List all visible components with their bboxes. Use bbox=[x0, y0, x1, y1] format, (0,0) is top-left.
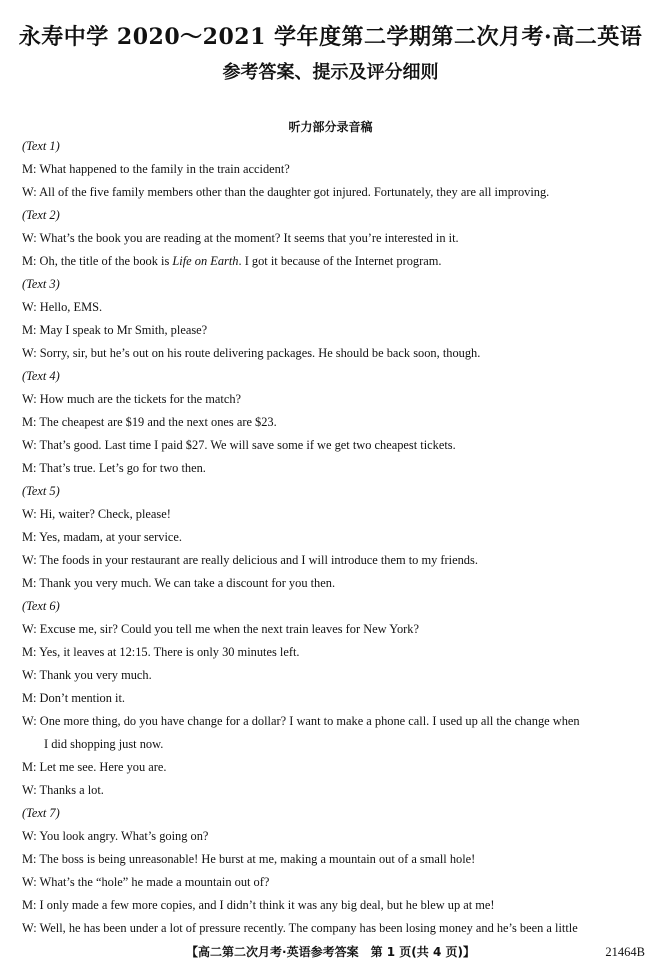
dialogue-line: W: Thanks a lot. bbox=[22, 783, 104, 797]
dialogue-line bbox=[22, 250, 647, 273]
dialogue-line: M: That’s true. Let’s go for two then. bbox=[22, 461, 206, 475]
dialogue-line-continuation: I did shopping just now. bbox=[44, 737, 164, 751]
book-title: Life on Earth bbox=[172, 254, 239, 268]
dialogue-line: W: One more thing, do you have change for a dollar? I want to make a phone call. I used up all the change when bbox=[22, 714, 580, 728]
dialogue-line: M: Let me see. Here you are. bbox=[22, 760, 167, 774]
dialogue-line: M: I only made a few more copies, and I didn’t think it was any big deal, but he blew up at me! bbox=[22, 898, 495, 912]
dialogue-line: M: Yes, it leaves at 12:15. There is only 30 minutes left. bbox=[22, 645, 300, 659]
dialogue-line: W: Well, he has been under a lot of pressure recently. The company has been losing money and he’s been a little bbox=[22, 921, 578, 935]
section-heading: 听力部分录音稿 bbox=[288, 120, 373, 134]
footer-exam-code: 21464B bbox=[605, 945, 645, 959]
dialogue-line: W: The foods in your restaurant are really delicious and I will introduce them to my friends. bbox=[22, 553, 478, 567]
dialogue-line: W: You look angry. What’s going on? bbox=[22, 829, 209, 843]
text-label: (Text 7) bbox=[22, 806, 60, 820]
page-footer bbox=[0, 942, 661, 962]
dialogue-line: W: What’s the book you are reading at the moment? It seems that you’re interested in it. bbox=[22, 231, 459, 245]
document-subtitle: 参考答案、提示及评分细则 bbox=[222, 62, 439, 83]
dialogue-line: M: Don’t mention it. bbox=[22, 691, 126, 705]
footer-page-info: 【高二第二次月考·英语参考答案 第 1 页(共 4 页)】 bbox=[186, 945, 475, 959]
dialogue-line: W: All of the five family members other than the daughter got injured. Fortunately, they are all improving. bbox=[22, 185, 550, 199]
dialogue-line: W: What’s the “hole” he made a mountain out of? bbox=[22, 875, 270, 889]
text-label: (Text 4) bbox=[22, 369, 60, 383]
dialogue-line: W: Hi, waiter? Check, please! bbox=[22, 507, 171, 521]
dialogue-text: M: Oh, the title of the book is bbox=[22, 254, 173, 268]
dialogue-line: M: May I speak to Mr Smith, please? bbox=[22, 323, 208, 337]
document-title: 永寿中学 2020～2021 学年度第二学期第二次月考·高二英语 bbox=[18, 24, 643, 50]
text-label: (Text 1) bbox=[22, 139, 60, 153]
dialogue-line: M: The cheapest are $19 and the next ones are $23. bbox=[22, 415, 277, 429]
dialogue-line: W: Thank you very much. bbox=[22, 668, 152, 682]
dialogue-line: W: Excuse me, sir? Could you tell me when the next train leaves for New York? bbox=[22, 622, 419, 636]
text-label: (Text 3) bbox=[22, 277, 60, 291]
dialogue-line: M: Yes, madam, at your service. bbox=[22, 530, 183, 544]
dialogue-line: M: What happened to the family in the train accident? bbox=[22, 162, 290, 176]
dialogue-line: W: How much are the tickets for the match? bbox=[22, 392, 242, 406]
text-label: (Text 2) bbox=[22, 208, 60, 222]
dialogue-line: W: Hello, EMS. bbox=[22, 300, 103, 314]
text-label: (Text 6) bbox=[22, 599, 60, 613]
dialogue-line: M: Thank you very much. We can take a discount for you then. bbox=[22, 576, 336, 590]
dialogue-line: W: Sorry, sir, but he’s out on his route delivering packages. He should be back soon, though. bbox=[22, 346, 481, 360]
dialogue-line: M: The boss is being unreasonable! He burst at me, making a mountain out of a small hole! bbox=[22, 852, 476, 866]
listening-transcript bbox=[22, 135, 647, 940]
dialogue-line: W: That’s good. Last time I paid $27. We will save some if we get two cheapest tickets. bbox=[22, 438, 456, 452]
text-label: (Text 5) bbox=[22, 484, 60, 498]
dialogue-text: . I got it because of the Internet program. bbox=[238, 254, 442, 268]
